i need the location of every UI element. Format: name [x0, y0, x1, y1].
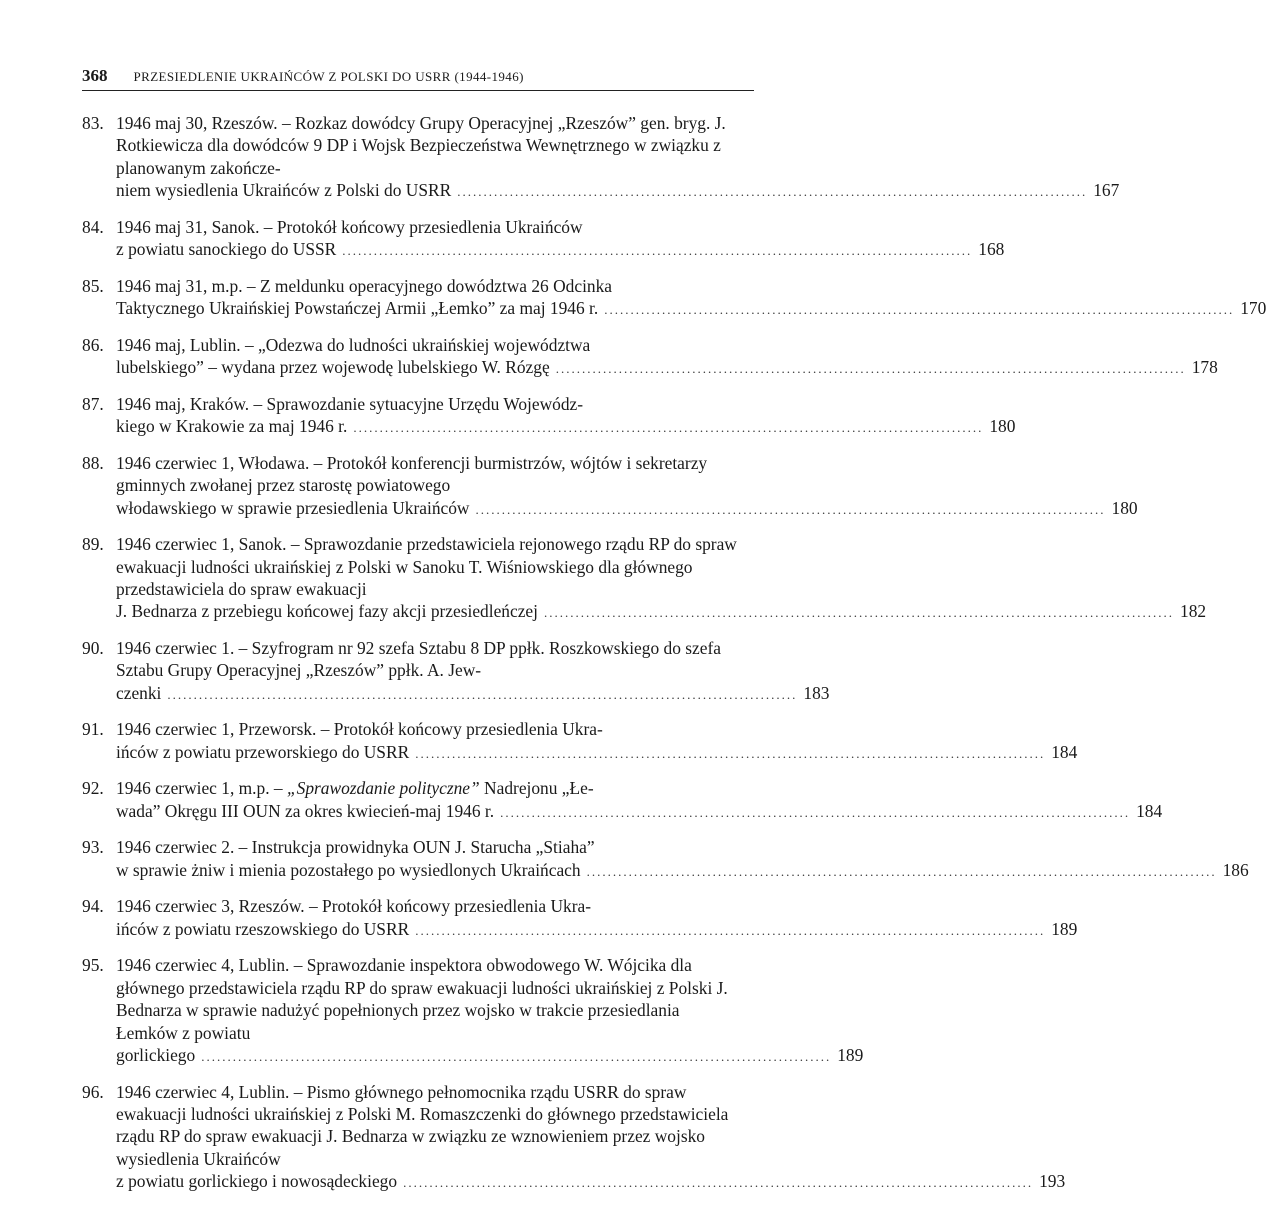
- toc-entry: [82, 718, 1078, 765]
- entry-text-tail: gorlickiego: [116, 1045, 196, 1066]
- entry-number: 90.: [82, 638, 104, 659]
- dot-leader: ........................................................................................................................: [353, 420, 984, 436]
- entry-text-tail: z powiatu gorlickiego i nowosądeckiego: [116, 1171, 398, 1192]
- entry-text: [116, 777, 742, 799]
- entry-text-tail: ińców z powiatu rzeszowskiego do USRR: [116, 918, 410, 939]
- entry-text-pre: 1946 czerwiec 1, m.p. –: [116, 778, 287, 799]
- entry-text-tail: w sprawie żniw i mienia pozostałego po wysiedlonych Ukraińcach: [116, 859, 581, 880]
- dot-leader: ........................................................................................................................: [544, 605, 1174, 621]
- entry-number: 94.: [82, 896, 104, 917]
- toc-entry: [82, 533, 1207, 625]
- entry-number: 95.: [82, 955, 104, 976]
- dot-leader: ........................................................................................................................: [457, 184, 1088, 200]
- entry-number: 91.: [82, 719, 104, 740]
- toc-entry: [82, 452, 1138, 521]
- entry-page: 183: [803, 682, 830, 703]
- toc-entry: [82, 836, 1249, 883]
- entry-page: 178: [1191, 357, 1218, 378]
- dot-leader: ........................................................................................................................: [403, 1175, 1034, 1191]
- entry-text-italic: „Sprawozdanie polityczne”: [286, 778, 480, 799]
- entry-text-tail: kiego w Krakowie za maj 1946 r.: [116, 416, 348, 437]
- dot-leader: ........................................................................................................................: [586, 863, 1217, 879]
- toc-entry: [82, 1081, 1066, 1195]
- page-number: 368: [82, 66, 108, 85]
- entry-text-tail: z powiatu sanockiego do USSR: [116, 239, 337, 260]
- dot-leader: ........................................................................................................................: [201, 1049, 832, 1065]
- dot-leader: ........................................................................................................................: [604, 302, 1235, 318]
- entry-text-tail: lubelskiego” – wydana przez wojewodę lubelskiego W. Rózgę: [116, 357, 550, 378]
- entry-text: 1946 maj, Lublin. – „Odezwa do ludności ukraińskiej województwa: [116, 334, 591, 355]
- entry-number: 88.: [82, 452, 104, 473]
- entry-text: 1946 czerwiec 4, Lublin. – Pismo głównego pełnomocnika rządu USRR do spraw ewakuacji ludności ukraińskiej z Polski M. Romaszczenki do głównego przedstawiciela rządu RP do spraw ewakuacji J. Bednarza w związku ze wznowieniem przez wojsko wysiedlenia Ukraińców: [116, 1081, 729, 1169]
- entry-text: 1946 czerwiec 2. – Instrukcja prowidnyka OUN J. Starucha „Stiaha”: [116, 837, 595, 858]
- entry-number: 87.: [82, 393, 104, 414]
- entry-text: 1946 czerwiec 1, Sanok. – Sprawozdanie przedstawiciela rejonowego rządu RP do spraw ewakuacji ludności ukraińskiej z Polski w Sanoku T. Wiśniowskiego dla głównego przedstawiciela do spraw ewakuacji: [116, 534, 737, 600]
- running-title: PRZESIEDLENIE UKRAIŃCÓW Z POLSKI DO USRR (1944-1946): [133, 69, 524, 84]
- entry-page: 186: [1222, 859, 1249, 880]
- entry-number: 92.: [82, 778, 104, 799]
- toc-entry: [82, 777, 1163, 824]
- dot-leader: ........................................................................................................................: [415, 922, 1046, 938]
- entry-page: 193: [1039, 1171, 1066, 1192]
- entry-number: 93.: [82, 837, 104, 858]
- entry-text-tail: ińców z powiatu przeworskiego do USRR: [116, 741, 410, 762]
- entry-number: 84.: [82, 216, 104, 237]
- entry-number: 86.: [82, 334, 104, 355]
- page-header: [82, 66, 754, 91]
- entry-number: 89.: [82, 534, 104, 555]
- entry-page: 189: [1051, 918, 1078, 939]
- toc-entry: [82, 954, 864, 1068]
- entry-text: 1946 czerwiec 1. – Szyfrogram nr 92 szefa Sztabu 8 DP ppłk. Roszkowskiego do szefa Sztabu Grupy Operacyjnej „Rzeszów” ppłk. A. Jew-: [116, 638, 721, 681]
- entry-text: 1946 czerwiec 4, Lublin. – Sprawozdanie inspektora obwodowego W. Wójcika dla głównego przedstawiciela rządu RP do spraw ewakuacji ludności ukraińskiej z Polski J. Bednarza w sprawie nadużyć popełnionych przez wojsko w trakcie przesiedlania Łemków z powiatu: [116, 955, 728, 1043]
- entry-number: 96.: [82, 1081, 104, 1102]
- toc-entry: [82, 112, 1120, 204]
- entry-number: 83.: [82, 113, 104, 133]
- entry-text: 1946 maj 31, m.p. – Z meldunku operacyjnego dowództwa 26 Odcinka: [116, 275, 613, 296]
- entry-number: 85.: [82, 275, 104, 296]
- toc-entry: [82, 895, 1078, 942]
- toc-entry: [82, 637, 830, 706]
- entry-page: 184: [1051, 741, 1078, 762]
- entry-text-post: Nadrejonu „Łe-: [479, 778, 594, 799]
- entry-page: 184: [1136, 800, 1163, 821]
- entry-text-tail: J. Bednarza z przebiegu końcowej fazy akcji przesiedleńczej: [116, 601, 538, 622]
- entry-page: 180: [1111, 497, 1138, 518]
- table-of-contents: [82, 112, 1266, 1207]
- dot-leader: ........................................................................................................................: [475, 501, 1106, 517]
- entry-text-tail: czenki: [116, 682, 162, 703]
- dot-leader: ........................................................................................................................: [167, 686, 798, 702]
- dot-leader: ........................................................................................................................: [415, 745, 1046, 761]
- entry-page: 167: [1093, 180, 1120, 201]
- entry-text: 1946 czerwiec 1, Przeworsk. – Protokół końcowy przesiedlenia Ukra-: [116, 719, 603, 740]
- entry-text: 1946 maj 31, Sanok. – Protokół końcowy przesiedlenia Ukraińców: [116, 216, 583, 237]
- toc-entry: [82, 275, 1266, 322]
- toc-entry: [82, 216, 1005, 263]
- toc-entry: [82, 393, 1016, 440]
- entry-text-tail: Taktycznego Ukraińskiej Powstańczej Armii „Łemko” za maj 1946 r.: [116, 298, 599, 319]
- dot-leader: ........................................................................................................................: [342, 243, 973, 259]
- dot-leader: ........................................................................................................................: [500, 804, 1131, 820]
- entry-text-tail: wada” Okręgu III OUN za okres kwiecień-maj 1946 r.: [116, 800, 495, 821]
- entry-text-tail: niem wysiedlenia Ukraińców z Polski do USRR: [116, 180, 452, 201]
- entry-page: 180: [989, 416, 1016, 437]
- entry-page: 168: [978, 239, 1005, 260]
- entry-text: 1946 czerwiec 3, Rzeszów. – Protokół końcowy przesiedlenia Ukra-: [116, 896, 592, 917]
- entry-page: 170: [1240, 298, 1266, 319]
- entry-page: 182: [1180, 601, 1207, 622]
- toc-entry: [82, 334, 1218, 381]
- dot-leader: ........................................................................................................................: [555, 361, 1186, 377]
- entry-text: 1946 maj, Kraków. – Sprawozdanie sytuacyjne Urzędu Wojewódz-: [116, 393, 584, 414]
- entry-text: 1946 maj 30, Rzeszów. – Rozkaz dowódcy Grupy Operacyjnej „Rzeszów” gen. bryg. J. Rotkiewicza dla dowódców 9 DP i Wojsk Bezpieczeństwa Wewnętrznego w związku z planowanym zakończe-: [116, 113, 726, 178]
- entry-text-tail: włodawskiego w sprawie przesiedlenia Ukraińców: [116, 497, 470, 518]
- entry-text: 1946 czerwiec 1, Włodawa. – Protokół konferencji burmistrzów, wójtów i sekretarzy gminnych zwołanej przez starostę powiatowego: [116, 452, 708, 496]
- entry-page: 189: [837, 1045, 864, 1066]
